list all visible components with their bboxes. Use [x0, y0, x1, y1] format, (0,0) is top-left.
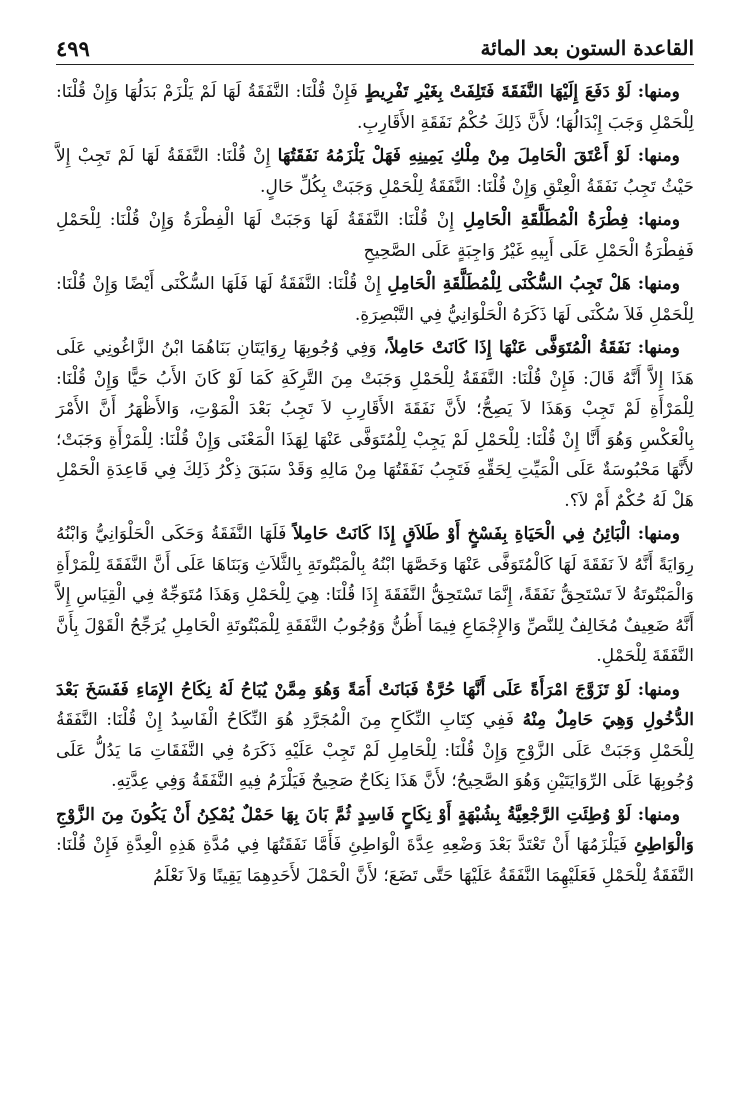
paragraph — [56, 269, 694, 330]
book-page — [56, 30, 694, 1090]
paragraph — [56, 675, 694, 797]
paragraph — [56, 141, 694, 202]
paragraph-body: إِنْ قُلْنَا: النَّفَقَةُ لَهَا فَلَهَا السُّكْنَى أَيْضًا وَإِنْ قُلْنَا: لِلْحَمْلِ فَلاَ سُكْنَى لَهَا ذَكَرَهُ الْحَلْوَانِيُّ فِي التَّبْصِرَةِ. — [56, 274, 694, 325]
paragraph-body: فَيَلْزَمُهَا أَنْ تَعْتَدَّ بَعْدَ وَضْعِهِ عِدَّةَ الْوَاطِئِ فَأَمَّا نَفَقَتُهَا فِي مُدَّةِ هَذِهِ الْعِدَّةِ فَإِنْ قُلْنَا: النَّفَقَةُ لِلْحَمْلِ فَعَلَيْهِمَا النَّفَقَةُ عَلَيْهَا حَتَّى تَضَعَ؛ لأَنَّ الْحَمْلَ لأَحَدِهِمَا يَقِينًا وَلاَ نَعْلَمُ — [56, 835, 694, 886]
paragraph-lead: ومنها: لَوْ أَعْتَقَ الْحَامِلَ مِنْ مِلْكِ يَمِينِهِ فَهَلْ يَلْزَمُهُ نَفَقَتُهَا — [277, 146, 680, 166]
paragraph-body: فَإِنْ قُلْنَا: النَّفَقَةُ لَهَا لَمْ يَلْزَمْ بَدَلُهَا وَإِنْ قُلْنَا: لِلْحَمْلِ وَجَبَ إِبْدَالُهَا؛ لأَنَّ ذَلِكَ حُكْمُ نَفَقَةِ الأَقَارِبِ. — [56, 82, 694, 133]
paragraph — [56, 800, 694, 892]
paragraph-body: إِنْ قُلْنَا: النَّفَقَةُ لَهَا لَمْ تَجِبْ إِلاَّ حَيْثُ تَجِبُ نَفَقَةُ الْعِتْقِ وَإِنْ قُلْنَا: النَّفَقَةُ لِلْحَمْلِ وَجَبَتْ بِكُلِّ حَالٍ. — [56, 146, 694, 197]
paragraph-body: إِنْ قُلْنَا: النَّفَقَةُ لَهَا وَجَبَتْ لَهَا الْفِطْرَةُ وَإِنْ قُلْنَا: لِلْحَمْلِ فَفِطْرَةُ الْحَمْلِ عَلَى أَبِيهِ غَيْرُ وَاجِبَةٍ عَلَى الصَّحِيحِ — [56, 210, 694, 261]
paragraph-lead: ومنها: الْبَائِنُ فِي الْحَيَاةِ بِفَسْخٍ أَوْ طَلاَقٍ إِذَا كَانَتْ حَامِلاً — [293, 524, 680, 544]
paragraph — [56, 205, 694, 266]
paragraph-body: فَلَهَا النَّفَقَةُ وَحَكَى الْحَلْوَانِيُّ وَابْنُهُ رِوَايَةً أَنَّهُ لاَ نَفَقَةَ لَهَا كَالْمُتَوَفَّى عَنْهَا وَخَصَّهَا ابْنُهُ بِالْمَبْتُوتَةِ بِالثَّلاَثِ وَبَنَاهَا عَلَى أَنَّ النَّفَقَةَ لِلْمَرْأَةِ وَالْمَبْتُوتَةُ لاَ تَسْتَحِقُّ نَفَقَةً، إِنَّمَا تَسْتَحِقُّ النَّفَقَةَ إِذَا قُلْنَا: هِيَ لِلْحَمْلِ وَهَذَا مُتَوَجِّهٌ فِي الْقِيَاسِ إِلاَّ أَنَّهُ ضَعِيفٌ مُخَالِفٌ لِلنَّصِّ وَالإِجْمَاعِ فِيمَا أَظُنُّ وَوُجُوبُ النَّفَقَةِ لِلْمَبْتُوتَةِ الْحَامِلِ يُرَجِّحُ الْقَوْلَ بِأَنَّ النَّفَقَةَ لِلْحَمْلِ. — [56, 524, 694, 666]
paragraph — [56, 77, 694, 138]
paragraph-lead: ومنها: هَلْ تَجِبُ السُّكْنَى لِلْمُطَلَّقَةِ الْحَامِلِ — [387, 274, 680, 294]
paragraph-lead: ومنها: لَوْ دَفَعَ إِلَيْهَا النَّفَقَةَ فَتَلِفَتْ بِغَيْرِ تَفْرِيطٍ — [364, 82, 680, 102]
body-text — [56, 77, 694, 891]
paragraph-lead: ومنها: لَوْ وُطِئَتِ الرَّجْعِيَّةُ بِشُبْهَةٍ أَوْ نِكَاحٍ فَاسِدٍ ثُمَّ بَانَ بِهَا حَمْلٌ يُمْكِنُ أَنْ يَكُونَ مِنَ الزَّوْجِ وَالْوَاطِئِ — [56, 804, 694, 855]
paragraph-lead: ومنها: لَوْ تَزَوَّجَ امْرَأَةً عَلَى أَنَّهَا حُرَّةٌ فَبَانَتْ أَمَةً وَهُوَ مِمَّنْ يُبَاحُ لَهُ نِكَاحُ الإِمَاءِ فَفَسَخَ بَعْدَ الدُّخُولِ وَهِيَ حَامِلٌ مِنْهُ — [56, 679, 694, 730]
paragraph — [56, 333, 694, 516]
paragraph — [56, 519, 694, 672]
paragraph-body: فَفِي كِتَابِ النِّكَاحِ مِنَ الْمُجَرَّدِ هُوَ النِّكَاحُ الْفَاسِدُ إِنْ قُلْنَا: النَّفَقَةُ لِلْحَمْلِ وَجَبَتْ عَلَى الزَّوْجِ وَإِنْ قُلْنَا: لِلْحَامِلِ لَمْ تَجِبْ عَلَيْهِ ذَكَرَهُ فِي النَّفَقَاتِ مَا يَدُلُّ عَلَى وُجُوبِهَا عَلَى الرِّوَايَتَيْنِ وَهُوَ الصَّحِيحُ؛ لأَنَّ هَذَا نِكَاحٌ صَحِيحٌ فَيَلْزَمُ فِيهِ النَّفَقَةُ وَفِي عِدَّتِهِ. — [56, 710, 694, 791]
paragraph-body: وَفِي وُجُوبِهَا رِوَايَتَانِ بَنَاهُمَا ابْنُ الزَّاغُونِي عَلَى هَذَا إِلاَّ أَنَّهُ قَالَ: فَإِنْ قُلْنَا: النَّفَقَةُ لِلْحَمْلِ وَجَبَتْ مِنَ التَّرِكَةِ كَمَا لَوْ كَانَ الأَبُ حَيًّا وَإِنْ قُلْنَا: لِلْمَرْأَةِ لَمْ تَجِبْ وَهَذَا لاَ يَصِحُّ؛ لأَنَّ نَفَقَةَ الأَقَارِبِ لاَ تَجِبُ بَعْدَ الْمَوْتِ، وَالأَظْهَرُ أَنَّ الأَمْرَ بِالْعَكْسِ وَهُوَ أَنَّا إِنْ قُلْنَا: لِلْحَمْلِ لَمْ يَجِبْ لِلْمُتَوَفَّى عَنْهَا لِهَذَا الْمَعْنَى وَإِنْ قُلْنَا: لِلْمَرْأَةِ وَجَبَتْ؛ لأَنَّهَا مَحْبُوسَةٌ عَلَى الْمَيِّتِ لِحَقِّهِ فَتَجِبُ نَفَقَتُهَا مِنْ مَالِهِ وَقَدْ سَبَقَ ذِكْرُ ذَلِكَ فِي قَاعِدَةِ الْحَمْلِ هَلْ لَهُ حُكْمٌ أَمْ لاَ؟. — [56, 338, 694, 511]
paragraph-lead: ومنها: نَفَقَةُ الْمُتَوَفَّى عَنْهَا إِذَا كَانَتْ حَامِلاً، — [383, 338, 680, 358]
chapter-title: القاعدة الستون بعد المائة — [480, 36, 694, 60]
running-header — [56, 30, 694, 65]
page-number: ٤٩٩ — [56, 36, 90, 61]
paragraph-lead: ومنها: فِطْرَةُ الْمُطَلَّقَةِ الْحَامِلِ — [462, 210, 681, 230]
